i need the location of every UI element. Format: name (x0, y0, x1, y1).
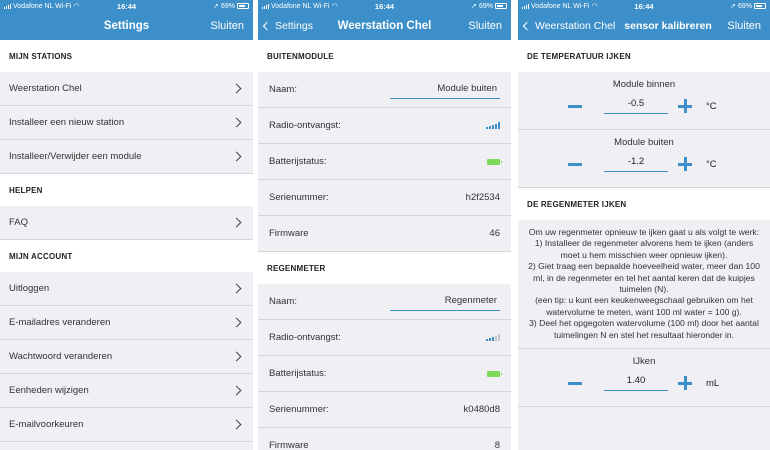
carrier-label: Vodafone NL Wi-Fi (13, 2, 72, 10)
status-time: 16:44 (634, 1, 654, 11)
settings-screen (0, 0, 253, 450)
firmware-value: 46 (489, 228, 500, 239)
menu-item-label: Installeer/Verwijder een module (9, 151, 142, 162)
menu-item-label: Wachtwoord veranderen (9, 351, 113, 362)
battery-icon (754, 3, 766, 9)
field-label: Naam: (269, 296, 297, 307)
chevron-left-icon (523, 22, 531, 30)
section-header-rain-calibration: DE REGENMETER IJKEN (518, 188, 770, 220)
rain-name-row (258, 284, 511, 320)
battery-percent: 69% (478, 2, 493, 10)
page-title: Settings (103, 20, 150, 32)
unit-label: °C (706, 100, 717, 112)
nav-bar (518, 12, 770, 40)
indoor-calibration (518, 72, 770, 130)
field-label: Batterijstatus: (269, 368, 327, 379)
close-button[interactable]: Sluiten (727, 20, 761, 32)
section-header-help: HELPEN (0, 174, 253, 206)
chevron-right-icon (232, 84, 242, 94)
location-icon: ➚ (471, 3, 477, 10)
firmware-value: 8 (494, 440, 500, 450)
back-label: Weerstation Chel (535, 20, 616, 32)
section-header-rain-gauge: REGENMETER (258, 252, 511, 284)
field-label: Naam: (269, 84, 297, 95)
nav-bar (0, 12, 253, 40)
increment-button[interactable] (678, 157, 692, 171)
location-icon: ➚ (730, 3, 736, 10)
close-button[interactable]: Sluiten (468, 20, 502, 32)
wifi-icon: ◠ (591, 3, 598, 10)
calibration-label: Module buiten (614, 137, 674, 148)
increment-button[interactable] (678, 376, 692, 390)
decrement-button[interactable] (568, 382, 582, 385)
menu-item-change-email[interactable] (0, 306, 253, 340)
field-label: Batterijstatus: (269, 156, 327, 167)
menu-item-change-password[interactable] (0, 340, 253, 374)
instruction-line: (een tip: u kunt een keukenweegschaal gebruiken om het watervolume te meten, want 100 ml water = 100 g). (535, 295, 753, 317)
outdoor-radio-row (258, 108, 511, 144)
menu-item-email-preferences[interactable] (0, 408, 253, 442)
signal-bars-icon (486, 334, 500, 341)
wifi-icon: ◠ (73, 3, 80, 10)
outdoor-name-row (258, 72, 511, 108)
close-button[interactable]: Sluiten (210, 20, 244, 32)
menu-item-logout[interactable] (0, 272, 253, 306)
rain-volume-input[interactable]: 1.40 (604, 375, 668, 391)
instruction-line: 2) Giet traag een bepaalde hoeveelheid water, meer dan 100 ml, in de regenmeter en tel het aantal keren dat de kuipjes tuimelen (N). (528, 261, 760, 295)
menu-item-label: E-mailvoorkeuren (9, 419, 84, 430)
back-label: Settings (275, 20, 313, 32)
back-button[interactable] (258, 20, 313, 32)
instruction-line: 3) Deel het opgegoten watervolume (100 ml) door het aantal tuimelingen N en stel het resultaat hieronder in. (529, 318, 759, 340)
chevron-right-icon (232, 420, 242, 430)
menu-item-label: FAQ (9, 217, 29, 228)
rain-name-input[interactable]: Regenmeter (390, 292, 500, 311)
page-title: Weerstation Chel (337, 20, 432, 32)
chevron-right-icon (232, 284, 242, 294)
rain-firmware-row (258, 428, 511, 450)
carrier-label: Vodafone NL Wi-Fi (531, 2, 590, 10)
battery-icon (237, 3, 249, 9)
outdoor-firmware-row (258, 216, 511, 252)
back-button[interactable] (518, 20, 712, 32)
calibration-screen (518, 0, 770, 450)
rain-radio-row (258, 320, 511, 356)
section-header-temperature: DE TEMPERATUUR IJKEN (518, 40, 770, 72)
battery-full-icon (487, 371, 500, 377)
chevron-left-icon (263, 22, 271, 30)
menu-item-faq[interactable] (0, 206, 253, 240)
field-label: Radio-ontvangst: (269, 120, 341, 131)
field-label: Firmware (269, 440, 309, 450)
calibration-label: Module binnen (612, 79, 676, 90)
outdoor-battery-row (258, 144, 511, 180)
unit-label: °C (706, 158, 717, 170)
decrement-button[interactable] (568, 163, 582, 166)
carrier-label: Vodafone NL Wi-Fi (271, 2, 330, 10)
field-label: Serienummer: (269, 404, 329, 415)
field-label: Serienummer: (269, 192, 329, 203)
field-label: Radio-ontvangst: (269, 332, 341, 343)
outdoor-offset-input[interactable]: -1.2 (604, 156, 668, 172)
rain-calibration (518, 349, 770, 407)
outdoor-name-input[interactable]: Module buiten (390, 80, 500, 99)
cell-signal-icon (522, 3, 529, 9)
menu-item-install-station[interactable] (0, 106, 253, 140)
section-header-account: MIJN ACCOUNT (0, 240, 253, 272)
location-icon: ➚ (213, 3, 219, 10)
menu-item-label: E-mailadres veranderen (9, 317, 111, 328)
rain-battery-row (258, 356, 511, 392)
chevron-right-icon (232, 318, 242, 328)
status-bar (518, 0, 770, 12)
menu-item-label: Eenheden wijzigen (9, 385, 89, 396)
status-bar (0, 0, 253, 12)
serial-value: k0480d8 (463, 404, 500, 415)
battery-percent: 69% (220, 2, 235, 10)
serial-value: h2f2534 (465, 192, 500, 203)
section-header-stations: MIJN STATIONS (0, 40, 253, 72)
menu-item-label: Uitloggen (9, 283, 50, 294)
station-screen (258, 0, 511, 450)
outdoor-calibration (518, 130, 770, 188)
battery-full-icon (487, 159, 500, 165)
menu-item-install-module[interactable] (0, 140, 253, 174)
chevron-right-icon (232, 118, 242, 128)
chevron-right-icon (232, 352, 242, 362)
chevron-right-icon (232, 386, 242, 396)
menu-item-weather-station[interactable] (0, 72, 253, 106)
calibration-label: IJken (632, 356, 656, 368)
chevron-right-icon (232, 218, 242, 228)
increment-button[interactable] (678, 99, 692, 113)
wifi-icon: ◠ (331, 3, 338, 10)
menu-item-change-units[interactable] (0, 374, 253, 408)
section-header-outdoor-module: BUITENMODULE (258, 40, 511, 72)
status-bar (258, 0, 511, 12)
cell-signal-icon (4, 3, 11, 9)
field-label: Firmware (269, 228, 309, 239)
menu-item-label: Weerstation Chel (9, 83, 82, 94)
cell-signal-icon (262, 3, 269, 9)
battery-icon (495, 3, 507, 9)
indoor-offset-input[interactable]: -0.5 (604, 98, 668, 114)
battery-percent: 69% (737, 2, 752, 10)
page-title: sensor kalibreren (624, 20, 712, 32)
decrement-button[interactable] (568, 105, 582, 108)
chevron-right-icon (232, 152, 242, 162)
nav-bar (258, 12, 511, 40)
instruction-line: Om uw regenmeter opnieuw te ijken gaat u als volgt te werk: (528, 227, 760, 237)
unit-label: mL (706, 377, 720, 389)
signal-bars-icon (486, 122, 500, 129)
rain-serial-row (258, 392, 511, 428)
instruction-line: 1) Installeer de regenmeter alvorens hem te ijken (anders moet u hem misschien weer opnieuw ijken). (534, 238, 754, 260)
status-time: 16:44 (116, 1, 137, 11)
status-time: 16:44 (374, 1, 395, 11)
outdoor-serial-row (258, 180, 511, 216)
menu-item-label: Installeer een nieuw station (9, 117, 125, 128)
calibration-instructions (518, 220, 770, 349)
